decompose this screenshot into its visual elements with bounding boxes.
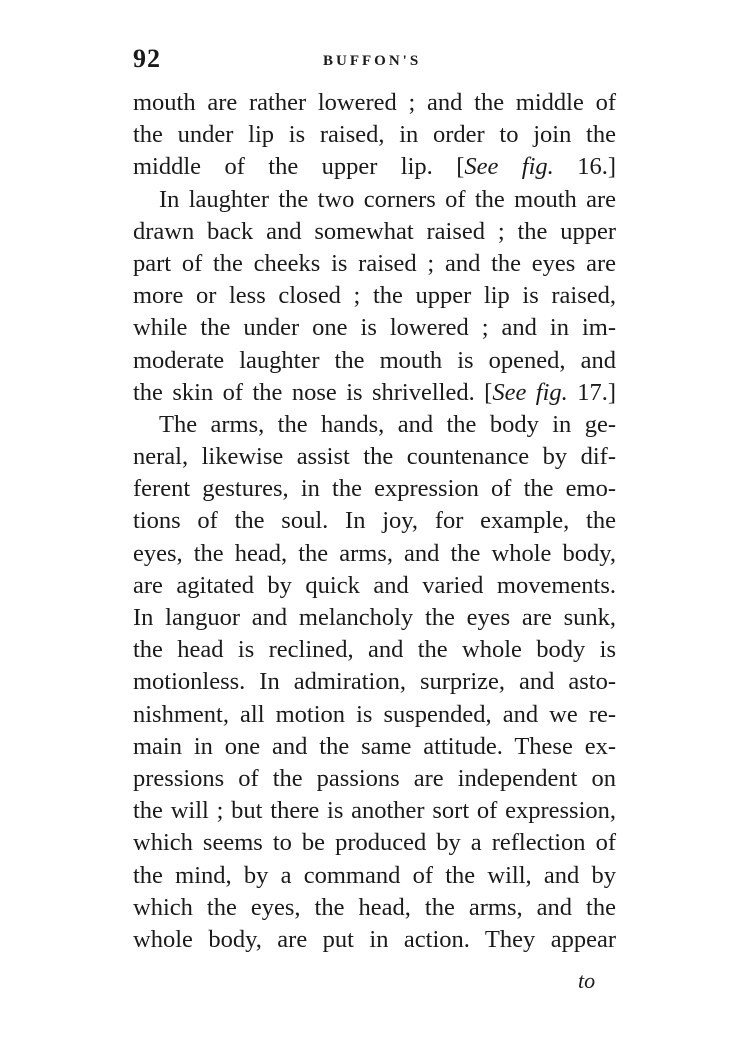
text-line: mouth are rather lowered ; and the middle of	[133, 89, 616, 116]
text-line: while the under one is lowered ; and in im-	[133, 314, 616, 342]
text-line: the will ; but there is another sort of expression,	[133, 797, 616, 825]
text-line: the mind, by a command of the will, and by	[133, 861, 616, 889]
text-line: part of the cheeks is raised ; and the eyes are	[133, 249, 616, 277]
figure-reference-16: [See fig. 16.]	[456, 153, 616, 181]
catchword: to	[578, 968, 596, 993]
text-line: which the eyes, the head, the arms, and the	[133, 893, 616, 921]
text-line: The arms, the hands, and the body in ge-	[159, 410, 616, 438]
page-number: 92	[133, 44, 161, 73]
text-line: In laughter the two corners of the mouth are	[159, 185, 616, 213]
text-line: nishment, all motion is suspended, and we re-	[133, 700, 616, 728]
text-line: the head is reclined, and the whole body is	[133, 636, 616, 664]
page-header	[133, 44, 615, 78]
figure-reference-17: [See fig. 17.]	[484, 378, 616, 406]
text-line: eyes, the head, the arms, and the whole body,	[133, 539, 616, 567]
text-line: motionless. In admiration, surprize, and asto-	[133, 668, 616, 696]
text-line: the skin of the nose is shrivelled. [See fig. 17.]	[133, 378, 616, 406]
text-line: moderate laughter the mouth is opened, and	[133, 346, 616, 374]
text-line: main in one and the same attitude. These ex-	[133, 732, 616, 760]
text-line: tions of the soul. In joy, for example, the	[133, 507, 616, 535]
body-text	[133, 87, 616, 956]
text-line: drawn back and somewhat raised ; the upper	[133, 217, 616, 245]
text-line: pressions of the passions are independent on	[133, 764, 616, 792]
text-line: In languor and melancholy the eyes are sunk,	[133, 604, 616, 631]
running-head: BUFFON'S	[323, 53, 422, 69]
text-line: ferent gestures, in the expression of the emo-	[133, 475, 616, 503]
text-line: middle of the upper lip. [See fig. 16.]	[133, 153, 616, 181]
text-line: which seems to be produced by a reflection of	[133, 829, 616, 857]
text-line: are agitated by quick and varied movements.	[133, 571, 616, 599]
text-line: neral, likewise assist the countenance by dif-	[133, 443, 616, 471]
text-line: the under lip is raised, in order to join the	[133, 121, 616, 149]
text-line: more or less closed ; the upper lip is raised,	[133, 282, 616, 310]
text-line: whole body, are put in action. They appear	[133, 925, 616, 953]
